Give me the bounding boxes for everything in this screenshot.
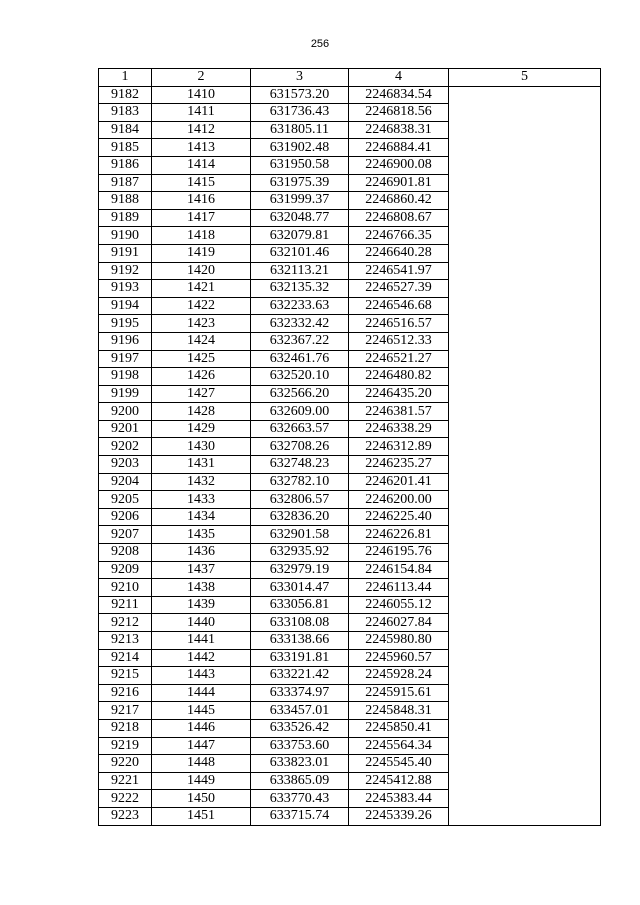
table-cell-col-3: 631573.20 [251, 86, 349, 104]
table-cell-col-4: 2246884.41 [349, 139, 449, 157]
table-cell-col-5 [449, 702, 601, 720]
table-cell-col-4: 2246860.42 [349, 192, 449, 210]
table-cell-col-5 [449, 315, 601, 333]
table-row [99, 508, 601, 526]
table-cell-col-4: 2245339.26 [349, 807, 449, 825]
table-cell-col-1: 9182 [99, 86, 152, 104]
table-cell-col-4: 2246235.27 [349, 456, 449, 474]
table-cell-col-1: 9199 [99, 385, 152, 403]
table-row [99, 315, 601, 333]
table-cell-col-5 [449, 544, 601, 562]
table-cell-col-5 [449, 262, 601, 280]
table-cell-col-1: 9196 [99, 332, 152, 350]
table-cell-col-5 [449, 649, 601, 667]
table-row [99, 262, 601, 280]
table-cell-col-4: 2246027.84 [349, 614, 449, 632]
table-cell-col-2: 1429 [152, 420, 251, 438]
table-cell-col-5 [449, 280, 601, 298]
table-cell-col-3: 633770.43 [251, 790, 349, 808]
table-cell-col-3: 633753.60 [251, 737, 349, 755]
table-cell-col-2: 1419 [152, 244, 251, 262]
table-row [99, 473, 601, 491]
table-cell-col-5 [449, 596, 601, 614]
table-cell-col-2: 1427 [152, 385, 251, 403]
table-cell-col-2: 1435 [152, 526, 251, 544]
table-cell-col-2: 1432 [152, 473, 251, 491]
table-row [99, 684, 601, 702]
table-cell-col-3: 633865.09 [251, 772, 349, 790]
table-cell-col-4: 2246195.76 [349, 544, 449, 562]
table-cell-col-4: 2246226.81 [349, 526, 449, 544]
table-cell-col-1: 9209 [99, 561, 152, 579]
table-cell-col-2: 1431 [152, 456, 251, 474]
table-cell-col-5 [449, 227, 601, 245]
table-row [99, 174, 601, 192]
table-cell-col-3: 632079.81 [251, 227, 349, 245]
table-cell-col-2: 1420 [152, 262, 251, 280]
table-cell-col-5 [449, 244, 601, 262]
table-cell-col-1: 9214 [99, 649, 152, 667]
table-cell-col-1: 9194 [99, 297, 152, 315]
table-cell-col-4: 2245383.44 [349, 790, 449, 808]
table-cell-col-2: 1413 [152, 139, 251, 157]
table-row [99, 544, 601, 562]
table-row [99, 403, 601, 421]
table-cell-col-5 [449, 508, 601, 526]
table-cell-col-2: 1437 [152, 561, 251, 579]
table-cell-col-2: 1438 [152, 579, 251, 597]
table-cell-col-5 [449, 403, 601, 421]
table-cell-col-1: 9183 [99, 104, 152, 122]
table-row [99, 139, 601, 157]
table-cell-col-5 [449, 438, 601, 456]
table-cell-col-3: 632367.22 [251, 332, 349, 350]
table-cell-col-5 [449, 790, 601, 808]
table-row [99, 227, 601, 245]
table-cell-col-5 [449, 737, 601, 755]
table-cell-col-2: 1436 [152, 544, 251, 562]
table-cell-col-4: 2246055.12 [349, 596, 449, 614]
table-cell-col-1: 9217 [99, 702, 152, 720]
table-cell-col-2: 1446 [152, 719, 251, 737]
table-cell-col-1: 9207 [99, 526, 152, 544]
table-cell-col-3: 633138.66 [251, 632, 349, 650]
table-cell-col-4: 2245928.24 [349, 667, 449, 685]
table-cell-col-3: 633374.97 [251, 684, 349, 702]
table-cell-col-2: 1424 [152, 332, 251, 350]
table-row [99, 702, 601, 720]
table-cell-col-5 [449, 719, 601, 737]
table-cell-col-1: 9220 [99, 755, 152, 773]
table-cell-col-2: 1430 [152, 438, 251, 456]
table-cell-col-4: 2246201.41 [349, 473, 449, 491]
table-cell-col-3: 631950.58 [251, 156, 349, 174]
column-header-1: 1 [99, 69, 152, 87]
table-cell-col-1: 9189 [99, 209, 152, 227]
table-cell-col-5 [449, 755, 601, 773]
table-cell-col-3: 633191.81 [251, 649, 349, 667]
table-cell-col-1: 9187 [99, 174, 152, 192]
table-cell-col-3: 632113.21 [251, 262, 349, 280]
table-cell-col-2: 1450 [152, 790, 251, 808]
table-cell-col-1: 9215 [99, 667, 152, 685]
table-cell-col-3: 633221.42 [251, 667, 349, 685]
table-cell-col-5 [449, 526, 601, 544]
table-cell-col-1: 9190 [99, 227, 152, 245]
table-row [99, 192, 601, 210]
table-row [99, 772, 601, 790]
table-cell-col-5 [449, 156, 601, 174]
table-row [99, 86, 601, 104]
table-cell-col-4: 2246640.28 [349, 244, 449, 262]
table-cell-col-2: 1422 [152, 297, 251, 315]
table-cell-col-4: 2245850.41 [349, 719, 449, 737]
table-cell-col-1: 9191 [99, 244, 152, 262]
table-cell-col-2: 1451 [152, 807, 251, 825]
table-cell-col-4: 2246338.29 [349, 420, 449, 438]
table-row [99, 596, 601, 614]
table-cell-col-5 [449, 456, 601, 474]
table-row [99, 368, 601, 386]
table-row [99, 491, 601, 509]
table-header-row [99, 69, 601, 87]
table-cell-col-5 [449, 192, 601, 210]
table-cell-col-1: 9195 [99, 315, 152, 333]
table-cell-col-1: 9212 [99, 614, 152, 632]
column-header-3: 3 [251, 69, 349, 87]
table-cell-col-4: 2246808.67 [349, 209, 449, 227]
table-row [99, 297, 601, 315]
table-cell-col-4: 2246541.97 [349, 262, 449, 280]
table-cell-col-4: 2246834.54 [349, 86, 449, 104]
table-cell-col-3: 633056.81 [251, 596, 349, 614]
table-cell-col-4: 2246838.31 [349, 121, 449, 139]
page-number: 256 [310, 38, 330, 50]
table-cell-col-4: 2245412.88 [349, 772, 449, 790]
table-cell-col-4: 2246546.68 [349, 297, 449, 315]
table-cell-col-4: 2246381.57 [349, 403, 449, 421]
table-row [99, 526, 601, 544]
table-cell-col-1: 9197 [99, 350, 152, 368]
table-cell-col-4: 2245915.61 [349, 684, 449, 702]
table-cell-col-1: 9184 [99, 121, 152, 139]
table-row [99, 719, 601, 737]
table-cell-col-2: 1423 [152, 315, 251, 333]
table-cell-col-2: 1444 [152, 684, 251, 702]
table-body [99, 86, 601, 825]
table-cell-col-3: 633526.42 [251, 719, 349, 737]
table-cell-col-2: 1411 [152, 104, 251, 122]
table-cell-col-1: 9192 [99, 262, 152, 280]
table-cell-col-2: 1443 [152, 667, 251, 685]
table-cell-col-4: 2246900.08 [349, 156, 449, 174]
table-row [99, 350, 601, 368]
table-cell-col-3: 631975.39 [251, 174, 349, 192]
table-cell-col-2: 1428 [152, 403, 251, 421]
table-cell-col-3: 632708.26 [251, 438, 349, 456]
table-row [99, 104, 601, 122]
table-cell-col-3: 632979.19 [251, 561, 349, 579]
table-cell-col-3: 632663.57 [251, 420, 349, 438]
table-cell-col-5 [449, 614, 601, 632]
table-cell-col-3: 633014.47 [251, 579, 349, 597]
table-row [99, 807, 601, 825]
table-cell-col-1: 9216 [99, 684, 152, 702]
table-cell-col-3: 631999.37 [251, 192, 349, 210]
table-cell-col-4: 2246512.33 [349, 332, 449, 350]
table-cell-col-3: 631736.43 [251, 104, 349, 122]
table-row [99, 667, 601, 685]
table-row [99, 632, 601, 650]
table-cell-col-4: 2245545.40 [349, 755, 449, 773]
table-cell-col-2: 1433 [152, 491, 251, 509]
table-cell-col-1: 9185 [99, 139, 152, 157]
table-cell-col-4: 2246901.81 [349, 174, 449, 192]
table-cell-col-3: 633823.01 [251, 755, 349, 773]
table-cell-col-5 [449, 772, 601, 790]
table-cell-col-3: 633108.08 [251, 614, 349, 632]
table-cell-col-3: 632048.77 [251, 209, 349, 227]
table-cell-col-2: 1434 [152, 508, 251, 526]
table-cell-col-2: 1426 [152, 368, 251, 386]
table-cell-col-1: 9204 [99, 473, 152, 491]
table-cell-col-4: 2246480.82 [349, 368, 449, 386]
table-cell-col-4: 2246225.40 [349, 508, 449, 526]
column-header-4: 4 [349, 69, 449, 87]
table-cell-col-5 [449, 632, 601, 650]
table-cell-col-4: 2246527.39 [349, 280, 449, 298]
table-cell-col-2: 1447 [152, 737, 251, 755]
table-cell-col-4: 2246312.89 [349, 438, 449, 456]
table-cell-col-1: 9211 [99, 596, 152, 614]
table-cell-col-1: 9218 [99, 719, 152, 737]
table-cell-col-5 [449, 297, 601, 315]
table-cell-col-2: 1449 [152, 772, 251, 790]
table-cell-col-2: 1421 [152, 280, 251, 298]
table-cell-col-4: 2246766.35 [349, 227, 449, 245]
table-row [99, 579, 601, 597]
table-row [99, 280, 601, 298]
table-cell-col-4: 2246113.44 [349, 579, 449, 597]
table-cell-col-3: 633715.74 [251, 807, 349, 825]
table-cell-col-1: 9222 [99, 790, 152, 808]
table-cell-col-5 [449, 807, 601, 825]
table-cell-col-5 [449, 209, 601, 227]
table-cell-col-1: 9202 [99, 438, 152, 456]
table-cell-col-1: 9201 [99, 420, 152, 438]
table-cell-col-5 [449, 121, 601, 139]
table-cell-col-1: 9221 [99, 772, 152, 790]
table-cell-col-1: 9186 [99, 156, 152, 174]
table-cell-col-2: 1418 [152, 227, 251, 245]
table-cell-col-3: 632461.76 [251, 350, 349, 368]
table-row [99, 121, 601, 139]
table-cell-col-5 [449, 139, 601, 157]
table-cell-col-2: 1417 [152, 209, 251, 227]
table-cell-col-2: 1414 [152, 156, 251, 174]
table-cell-col-3: 632566.20 [251, 385, 349, 403]
table-cell-col-3: 631805.11 [251, 121, 349, 139]
coordinates-table [98, 68, 601, 826]
table-cell-col-5 [449, 684, 601, 702]
table-cell-col-5 [449, 174, 601, 192]
table-cell-col-3: 632101.46 [251, 244, 349, 262]
table-cell-col-3: 632901.58 [251, 526, 349, 544]
table-cell-col-4: 2245960.57 [349, 649, 449, 667]
table-cell-col-2: 1412 [152, 121, 251, 139]
table-cell-col-1: 9200 [99, 403, 152, 421]
table-cell-col-1: 9193 [99, 280, 152, 298]
table-cell-col-5 [449, 368, 601, 386]
table-cell-col-5 [449, 579, 601, 597]
table-row [99, 649, 601, 667]
column-header-5: 5 [449, 69, 601, 87]
table-row [99, 385, 601, 403]
table-row [99, 456, 601, 474]
table-cell-col-5 [449, 350, 601, 368]
table-cell-col-5 [449, 86, 601, 104]
column-header-2: 2 [152, 69, 251, 87]
table-cell-col-1: 9205 [99, 491, 152, 509]
table-cell-col-1: 9223 [99, 807, 152, 825]
table-cell-col-2: 1416 [152, 192, 251, 210]
table-cell-col-3: 632332.42 [251, 315, 349, 333]
table-cell-col-3: 632748.23 [251, 456, 349, 474]
table-cell-col-4: 2246818.56 [349, 104, 449, 122]
table-cell-col-3: 631902.48 [251, 139, 349, 157]
table-row [99, 755, 601, 773]
table-cell-col-4: 2245564.34 [349, 737, 449, 755]
table-cell-col-5 [449, 332, 601, 350]
table-row [99, 244, 601, 262]
table-cell-col-1: 9210 [99, 579, 152, 597]
table-row [99, 737, 601, 755]
table-cell-col-5 [449, 104, 601, 122]
table-cell-col-1: 9219 [99, 737, 152, 755]
table-cell-col-3: 632609.00 [251, 403, 349, 421]
table-cell-col-1: 9203 [99, 456, 152, 474]
table-cell-col-3: 633457.01 [251, 702, 349, 720]
table-cell-col-4: 2246200.00 [349, 491, 449, 509]
table-cell-col-5 [449, 491, 601, 509]
table-cell-col-4: 2246521.27 [349, 350, 449, 368]
table-cell-col-5 [449, 561, 601, 579]
table-cell-col-4: 2245848.31 [349, 702, 449, 720]
table-cell-col-2: 1415 [152, 174, 251, 192]
table-cell-col-5 [449, 420, 601, 438]
table-cell-col-3: 632520.10 [251, 368, 349, 386]
table-cell-col-2: 1441 [152, 632, 251, 650]
table-row [99, 561, 601, 579]
table-cell-col-4: 2246516.57 [349, 315, 449, 333]
table-cell-col-4: 2246154.84 [349, 561, 449, 579]
table-cell-col-2: 1440 [152, 614, 251, 632]
table-cell-col-3: 632782.10 [251, 473, 349, 491]
table-cell-col-1: 9206 [99, 508, 152, 526]
table-cell-col-1: 9188 [99, 192, 152, 210]
table-cell-col-4: 2246435.20 [349, 385, 449, 403]
table-cell-col-2: 1425 [152, 350, 251, 368]
table-row [99, 156, 601, 174]
table-row [99, 420, 601, 438]
table-row [99, 209, 601, 227]
table-cell-col-1: 9213 [99, 632, 152, 650]
table-cell-col-4: 2245980.80 [349, 632, 449, 650]
table-row [99, 438, 601, 456]
table-row [99, 790, 601, 808]
table-cell-col-3: 632935.92 [251, 544, 349, 562]
table-cell-col-3: 632233.63 [251, 297, 349, 315]
table-cell-col-5 [449, 385, 601, 403]
table-row [99, 614, 601, 632]
table-cell-col-2: 1442 [152, 649, 251, 667]
table-cell-col-2: 1439 [152, 596, 251, 614]
table-cell-col-2: 1445 [152, 702, 251, 720]
table-cell-col-3: 632806.57 [251, 491, 349, 509]
table-cell-col-5 [449, 473, 601, 491]
table-cell-col-2: 1410 [152, 86, 251, 104]
table-cell-col-2: 1448 [152, 755, 251, 773]
table-cell-col-3: 632836.20 [251, 508, 349, 526]
table-row [99, 332, 601, 350]
table-cell-col-1: 9198 [99, 368, 152, 386]
table-cell-col-1: 9208 [99, 544, 152, 562]
table-cell-col-3: 632135.32 [251, 280, 349, 298]
table-cell-col-5 [449, 667, 601, 685]
